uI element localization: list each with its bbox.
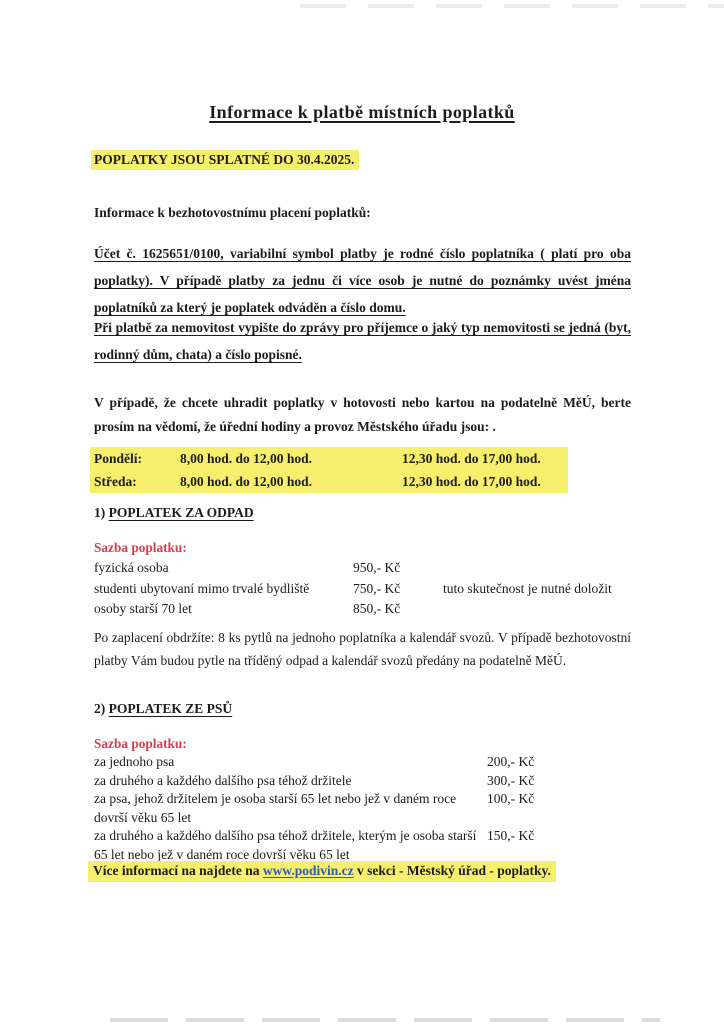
waste-fee-heading-title: POPLATEK ZA ODPAD	[108, 505, 254, 520]
office-hours-afternoon: 12,30 hod. do 17,00 hod.	[402, 473, 541, 489]
fee-label: studenti ubytovaní mimo trvalé bydliště	[94, 580, 310, 596]
fee-note: tuto skutečnost je nutné doložit	[443, 580, 612, 596]
document-title: Informace k platbě místních poplatků	[209, 102, 515, 122]
fee-price: 100,- Kč	[487, 791, 535, 806]
dog-fee-row	[94, 790, 631, 827]
office-hours-day: Středa:	[94, 473, 137, 489]
dog-fee-heading-title: POPLATEK ZE PSŮ	[108, 701, 233, 716]
footer-text-suffix: v sekci - Městský úřad - poplatky.	[353, 863, 551, 878]
waste-fee-table	[94, 558, 631, 620]
fee-label: za druhého a každého dalšího psa téhož držitele, kterým je osoba starší 65 let nebo jež v daném roce dovrší věku 65 let	[94, 828, 477, 862]
fee-price: 950,- Kč	[353, 560, 401, 575]
waste-fee-rate-label: Sazba poplatku:	[94, 540, 187, 555]
waste-fee-heading-number: 1)	[94, 505, 109, 520]
fee-label: za druhého a každého dalšího psa téhož držitele	[94, 772, 352, 788]
footer-text-prefix: Více informací na najdete na	[93, 863, 263, 878]
fee-price: 850,- Kč	[353, 601, 401, 616]
property-payment-paragraph: Při platbě za nemovitost vypište do zprávy pro příjemce o jaký typ nemovitosti se jedná (byt, rodinný dům, chata) a číslo popisné.	[94, 320, 631, 362]
fee-price: 300,- Kč	[487, 772, 535, 788]
office-hours-afternoon: 12,30 hod. do 17,00 hod.	[402, 450, 541, 466]
waste-fee-row	[94, 599, 631, 620]
dog-fee-heading	[94, 701, 232, 717]
after-payment-paragraph: Po zaplacení obdržíte: 8 ks pytlů na jednoho poplatníka a kalendář svozů. V případě bezhotovostní platby Vám budou pytle na tříděný odpad a kalendář svozů předány na podatelně MěÚ.	[94, 630, 631, 668]
scan-artifact-top	[300, 4, 724, 8]
office-hours-row-wednesday	[90, 470, 568, 493]
office-hours-row-monday	[90, 447, 568, 470]
due-date-notice: POPLATKY JSOU SPLATNÉ DO 30.4.2025.	[91, 150, 359, 170]
office-hours-table	[90, 447, 568, 493]
scan-artifact-bottom	[110, 1018, 660, 1022]
account-info-paragraph: Účet č. 1625651/0100, variabilní symbol platby je rodné číslo poplatníka ( platí pro oba poplatky). V případě platby za jednu či více osob je nutné do poznámky uvést jména poplatníků za který je poplatek odváděn a číslo domu.	[94, 246, 631, 315]
fee-price: 750,- Kč	[353, 580, 401, 596]
cashless-payment-heading: Informace k bezhotovostnímu placení poplatků:	[94, 205, 371, 220]
dog-fee-row	[94, 753, 631, 772]
podivin-website-link[interactable]: www.podivin.cz	[262, 863, 354, 878]
cash-payment-paragraph: V případě, že chcete uhradit poplatky v hotovosti nebo kartou na podatelně MěÚ, berte prosím na vědomí, že úřední hodiny a provoz Městského úřadu jsou: .	[94, 395, 631, 434]
dog-fee-rate-label: Sazba poplatku:	[94, 736, 187, 751]
waste-fee-row	[94, 579, 631, 600]
more-info-footer	[88, 861, 556, 882]
fee-price: 150,- Kč	[487, 828, 535, 843]
dog-fee-table	[94, 753, 631, 864]
dog-fee-row	[94, 827, 631, 864]
fee-label: za psa, jehož držitelem je osoba starší 65 let nebo jež v daném roce dovrší věku 65 let	[94, 791, 457, 825]
waste-fee-row	[94, 558, 631, 579]
fee-price: 200,- Kč	[487, 754, 535, 769]
office-hours-morning: 8,00 hod. do 12,00 hod.	[180, 473, 313, 489]
dog-fee-heading-number: 2)	[94, 701, 109, 716]
waste-fee-heading	[94, 505, 254, 521]
fee-label: fyzická osoba	[94, 560, 169, 575]
fee-label: za jednoho psa	[94, 754, 175, 769]
office-hours-day: Pondělí:	[94, 450, 143, 466]
fee-label: osoby starší 70 let	[94, 601, 192, 616]
dog-fee-row	[94, 772, 631, 791]
office-hours-morning: 8,00 hod. do 12,00 hod.	[180, 450, 313, 466]
